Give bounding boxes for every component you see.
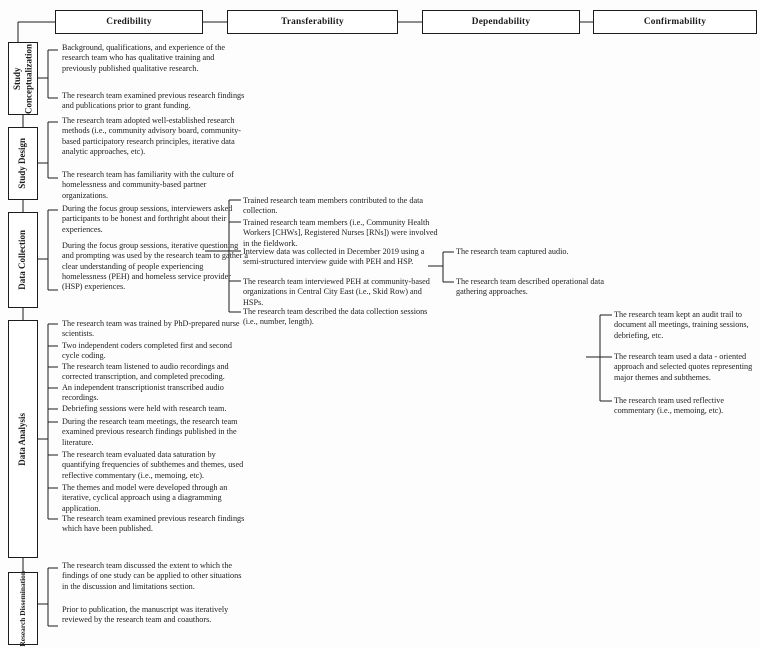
credibility-data-analysis-item-1: The research team was trained by PhD-prepared nurse scientists. <box>62 319 240 339</box>
criterion-box-confirmability: Confirmability <box>593 10 757 34</box>
confirmability-data-analysis-item-1: The research team kept an audit trail to document all meetings, training sessions, debriefing, etc. <box>614 310 749 340</box>
confirmability-data-analysis-item-2: The research team used a data - oriented approach and selected quotes representing major themes and subthemes. <box>614 352 753 382</box>
credibility-study-conceptualization-item-1: Background, qualifications, and experience of the research team who has qualitative training and previously published qualitative research. <box>62 43 226 73</box>
credibility-data-analysis-item-7: The research team evaluated data saturation by quantifying frequencies of subthemes and themes, used reflective commentary (i.e., memoing, etc). <box>62 450 244 480</box>
criterion-box-credibility: Credibility <box>55 10 203 34</box>
dependability-data-collection-item-1: The research team captured audio. <box>456 247 569 256</box>
credibility-data-analysis-item-9: The research team examined previous research findings which have been published. <box>62 514 245 534</box>
credibility-study-design-item-2: The research team has familiarity with the culture of homelessness and community-based partner organizations. <box>62 170 234 200</box>
phase-box-data-analysis <box>8 320 38 558</box>
phase-label-data-collection: Data Collection <box>17 230 28 290</box>
transferability-data-collection-item-3: Interview data was collected in December 2019 using a semi-structured interview guide with PEH and HSP. <box>243 247 425 267</box>
phase-box-research-dissemination <box>8 572 38 645</box>
transferability-data-collection-item-1: Trained research team members contributed to the data collection. <box>243 196 423 216</box>
criterion-box-transferability: Transferability <box>227 10 398 34</box>
confirmability-data-analysis-item-3: The research team used reflective commentary (i.e., memoing, etc). <box>614 396 725 416</box>
phase-label-research-dissemination: Research Dissemination <box>18 570 28 647</box>
transferability-data-collection-item-4: The research team interviewed PEH at community-based organizations in Central City East (i.e., Skid Row) and HSPs. <box>243 277 430 307</box>
credibility-data-analysis-item-6: During the research team meetings, the research team examined previous research findings published in the literature. <box>62 417 238 447</box>
credibility-data-collection-item-1: During the focus group sessions, interviewers asked participants to be honest and forthright about their experiences. <box>62 204 233 234</box>
dependability-data-collection-item-2: The research team described operational data gathering approaches. <box>456 277 604 297</box>
credibility-data-analysis-item-4: An independent transcriptionist transcribed audio recordings. <box>62 383 224 403</box>
credibility-research-dissemination-item-2: Prior to publication, the manuscript was iteratively reviewed by the research team and coauthors. <box>62 605 229 625</box>
phase-label-study-design: Study Design <box>17 138 28 189</box>
criterion-box-dependability: Dependability <box>422 10 580 34</box>
phase-box-data-collection <box>8 212 38 308</box>
phase-box-study-design <box>8 127 38 200</box>
credibility-study-conceptualization-item-2: The research team examined previous research findings and publications prior to grant funding. <box>62 91 245 111</box>
credibility-data-analysis-item-3: The research team listened to audio recordings and corrected transcription, and completed precoding. <box>62 362 229 382</box>
credibility-study-design-item-1: The research team adopted well-established research methods (i.e., community advisory board, community-based participatory research principles, iterative data analytic approaches, etc). <box>62 116 241 156</box>
credibility-data-analysis-item-2: Two independent coders completed first and second cycle coding. <box>62 341 232 361</box>
transferability-data-collection-item-2: Trained research team members (i.e., Community Health Workers [CHWs], Registered Nurses [RNs]) were involved in the fieldwork. <box>243 218 438 248</box>
credibility-data-collection-item-2: During the focus group sessions, iterative questioning and prompting was used by the research team to gather a clear understanding of people experiencing homelessness (PEH) and homeless service provider (HSP) experiences. <box>62 241 248 292</box>
credibility-research-dissemination-item-1: The research team discussed the extent to which the findings of one study can be applied to other situations in the discussion and limitations section. <box>62 561 242 591</box>
phase-label-data-analysis: Data Analysis <box>17 412 28 466</box>
credibility-data-analysis-item-5: Debriefing sessions were held with research team. <box>62 404 227 413</box>
phase-label-study-conceptualization: Study Conceptualization <box>11 43 33 114</box>
credibility-data-analysis-item-8: The themes and model were developed through an iterative, cyclical approach using a diagramming application. <box>62 483 228 513</box>
transferability-data-collection-item-5: The research team described the data collection sessions (i.e., number, length). <box>243 307 428 327</box>
phase-box-study-conceptualization <box>8 42 38 115</box>
